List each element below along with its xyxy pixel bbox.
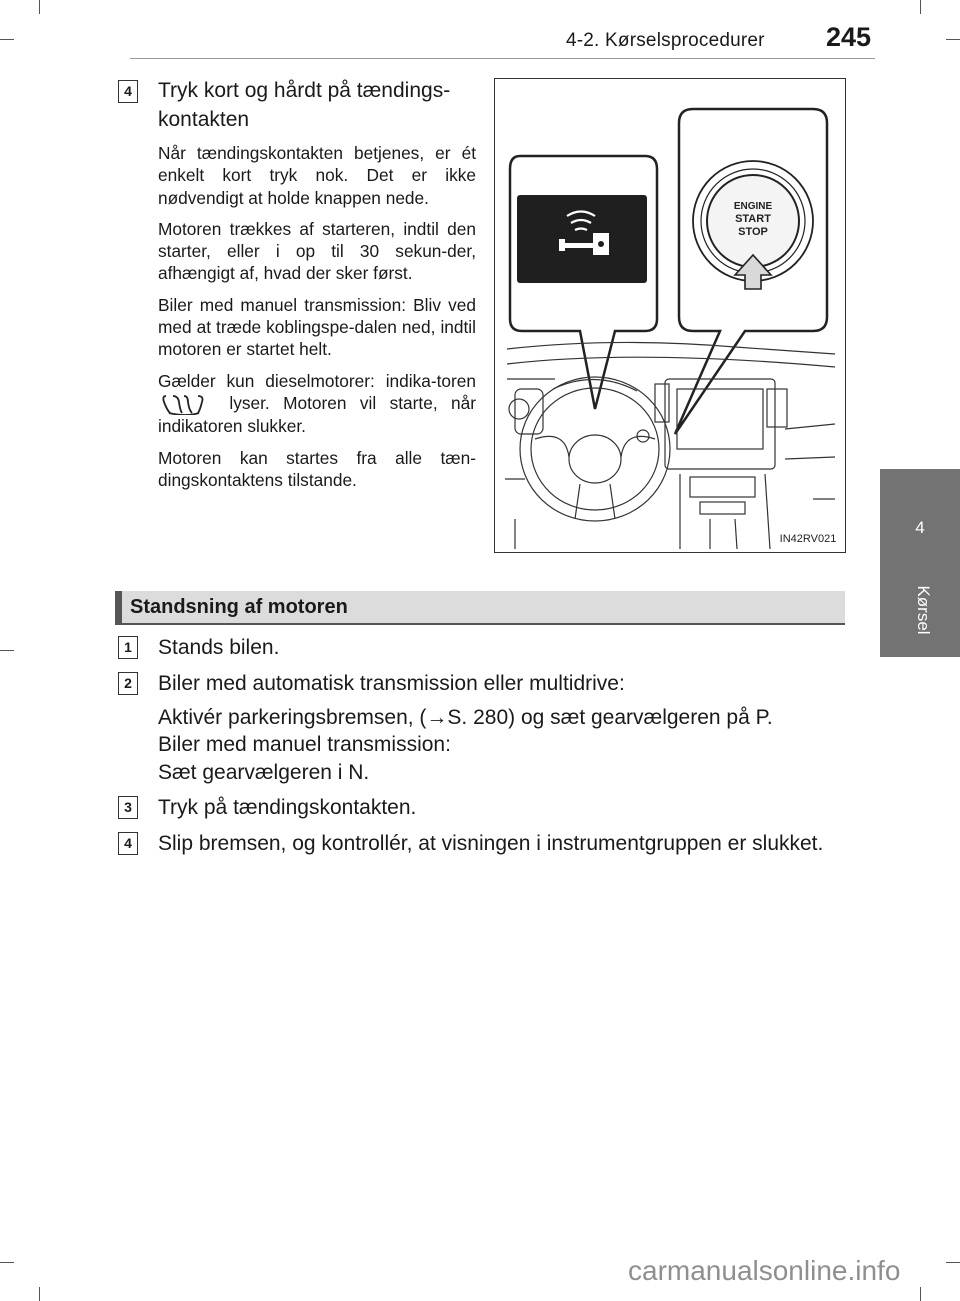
running-header-section: 4-2. Kørselsprocedurer [566,30,765,51]
crop-mark [946,1262,960,1263]
illustration-code: IN42RV021 [779,533,837,545]
step-number-badge: 4 [118,832,138,855]
button-label-engine: ENGINE [733,201,773,212]
step-number-badge: 1 [118,636,138,659]
step-number-badge: 4 [118,80,138,103]
section-rule [115,623,845,625]
watermark: carmanualsonline.info [628,1255,901,1286]
step-number-badge: 2 [118,672,138,695]
step-text: Biler med automatisk transmission eller multidrive: [158,672,625,695]
step-text: Tryk på tændingskontakten. [158,796,417,819]
header-rule [130,58,875,59]
step-text: Biler med manuel transmission: [158,733,451,756]
crop-mark [0,39,14,40]
crop-mark [0,650,14,651]
section-title: Standsning af motoren [130,596,348,618]
note-paragraph: Biler med manuel transmission: Bliv ved med at træde koblingspe-dalen ned, indtil motoren er startet helt. [158,294,476,360]
section-header [115,591,845,623]
crop-mark [39,1287,40,1301]
chapter-tab-title: Kørsel [914,585,933,635]
step-title: Tryk kort og hårdt på tændings-kontakten [158,79,451,131]
step-text: Stands bilen. [158,636,280,659]
dashboard-illustration [494,78,846,553]
note-paragraph: Motoren kan startes fra alle tæn-dingskontaktens tilstande. [158,447,476,490]
step-text: Aktivér parkeringsbremsen, (→S. 280) og sæt gearvælgeren på P. [158,706,773,729]
crop-mark [39,0,40,14]
button-label-stop: STOP [738,226,768,238]
glow-plug-indicator-icon [158,393,216,415]
section-accent [115,591,122,623]
crop-mark [946,39,960,40]
crop-mark [920,1287,921,1301]
note-paragraph: Når tændingskontakten betjenes, er ét enkelt kort tryk nok. Det er ikke nødvendigt at holde knappen nede. [158,143,476,208]
crop-mark [920,0,921,14]
step-notes [158,142,476,500]
chapter-tab-number: 4 [915,518,925,537]
step-text: Sæt gearvælgeren i N. [158,761,370,784]
note-paragraph: Motoren trækkes af starteren, indtil den starter, eller i op til 30 sekun-der, afhængigt af, hvad der sker først. [158,218,476,284]
step-text: Slip bremsen, og kontrollér, at visningen i instrumentgruppen er slukket. [158,832,824,855]
dashboard-drawing [495,79,845,552]
page-number: 245 [826,22,872,52]
note-paragraph: Gælder kun dieselmotorer: indika-toren lyser. Motoren vil starte, når indikatoren slukker. [158,370,476,437]
crop-mark [0,1262,14,1263]
step-number-badge: 3 [118,796,138,819]
button-label-start: START [735,213,771,225]
